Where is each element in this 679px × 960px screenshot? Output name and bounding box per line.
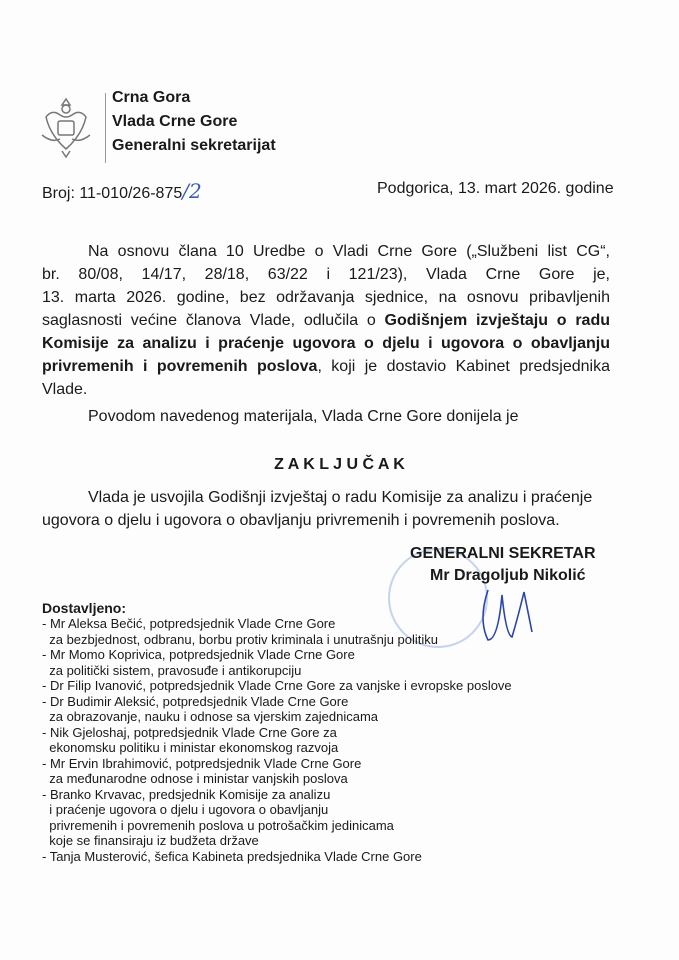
paragraph-line: 13. marta 2026. godine, bez održavanja sjednice, na osnovu pribavljenih	[42, 289, 610, 306]
header-secretariat: Generalni sekretarijat	[112, 137, 276, 154]
distribution-line: - Mr Ervin Ibrahimović, potpredsjednik Vlade Crne Gore	[42, 755, 362, 771]
reference-number: Broj: 11-010/26-875/2	[42, 179, 202, 203]
distribution-line: - Dr Filip Ivanović, potpredsjednik Vlade Crne Gore za vanjske i evropske poslove	[42, 678, 512, 693]
coat-of-arms-logo	[38, 95, 94, 159]
distribution-line: - Tanja Musterović, šefica Kabineta predsjednika Vlade Crne Gore	[42, 848, 422, 864]
distribution-line: - Mr Momo Koprivica, potpredsjednik Vlade Crne Gore	[42, 647, 355, 662]
header-government: Vlada Crne Gore	[112, 113, 238, 130]
zakljucak-line: ugovora o djelu i ugovora o obavljanju privremenih i povremenih poslova.	[42, 512, 560, 529]
zakljucak-title: Z A K L J U Č A K	[274, 456, 405, 473]
paragraph-line: saglasnosti većine članova Vlade, odlučila o Godišnjem izvještaju o radu	[42, 312, 610, 329]
distribution-line: ekonomsku politiku i ministar ekonomskog razvoja	[42, 740, 339, 755]
distribution-line: za politički sistem, pravosuđe i antikorupciju	[42, 662, 302, 678]
signatory-name: Mr Dragoljub Nikolić	[430, 567, 586, 584]
povodom-text: Povodom navedenog materijala, Vlada Crne Gore donijela je	[88, 408, 519, 425]
distribution-line: za bezbjednost, odbranu, borbu protiv kriminala i unutrašnju politiku	[42, 631, 439, 647]
handwritten-suffix: /2	[182, 179, 202, 203]
place-date: Podgorica, 13. mart 2026. godine	[377, 180, 614, 197]
distribution-line: privremenih i povremenih poslova u potrošačkim jedinicama	[42, 817, 394, 833]
paragraph-line: br. 80/08, 14/17, 28/18, 63/22 i 121/23), Vlada Crne Gore je,	[42, 266, 610, 283]
distribution-line: - Branko Krvavac, predsjednik Komisije za analizu	[42, 786, 331, 802]
header-divider	[105, 93, 106, 163]
distribution-line: za međunarodne odnose i ministar vanjskih poslova	[42, 771, 348, 786]
handwritten-signature	[470, 580, 550, 650]
paragraph-line: Na osnovu člana 10 Uredbe o Vladi Crne Gore („Službeni list CG“,	[88, 243, 610, 260]
signatory-title: GENERALNI SEKRETAR	[410, 545, 596, 562]
paragraph-line: Vlade.	[42, 381, 88, 398]
header-country: Crna Gora	[112, 89, 191, 106]
distribution-line: za obrazovanje, nauku i odnose sa vjerskim zajednicama	[42, 709, 379, 724]
distribution-line: - Dr Budimir Aleksić, potpredsjednik Vlade Crne Gore	[42, 693, 349, 709]
distribution-line: - Mr Aleksa Bečić, potpredsjednik Vlade Crne Gore	[42, 616, 336, 631]
zakljucak-line: Vlada je usvojila Godišnji izvještaj o radu Komisije za analizu i praćenje	[88, 489, 593, 506]
distribution-line: i praćenje ugovora o djelu i ugovora o obavljanju	[42, 802, 329, 817]
distribution-line: - Nik Gjeloshaj, potpredsjednik Vlade Crne Gore za	[42, 724, 337, 740]
paragraph-line: Komisije za analizu i praćenje ugovora o djelu i ugovora o obavljanju	[42, 335, 610, 352]
paragraph-line: privremenih i povremenih poslova, koji je dostavio Kabinet predsjednika	[42, 358, 611, 375]
distribution-line: koje se finansiraju iz budžeta države	[42, 833, 259, 848]
distribution-title: Dostavljeno:	[42, 600, 127, 616]
